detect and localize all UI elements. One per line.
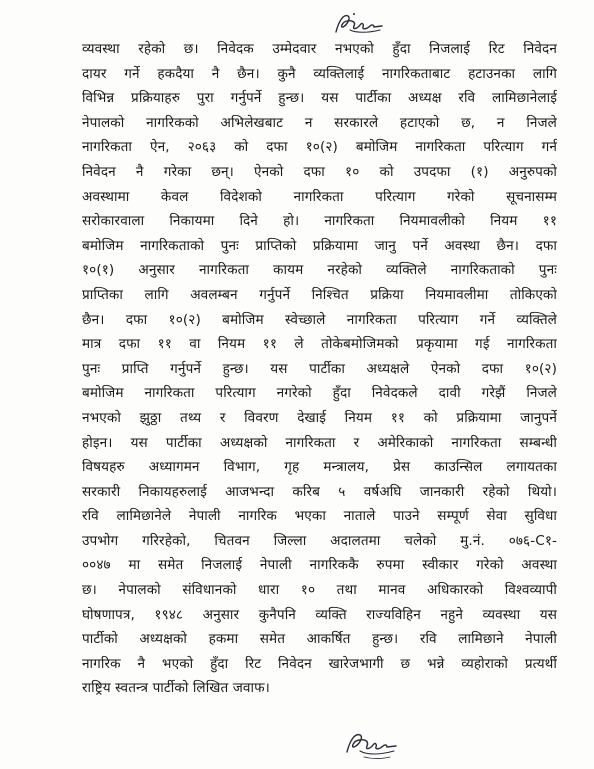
text-line: पार्टीको अध्यक्षको हकमा समेत आकर्षित हुन्छ। रवि लामिछाने नेपाली <box>82 631 557 648</box>
document-body <box>82 37 557 701</box>
text-line: बमोजिम नागरिकताको पुनः प्राप्तिको प्रक्रियामा जानु पर्ने अवस्था छैन। दफा <box>82 237 557 254</box>
text-line: विषयहरु अध्यागमन विभाग, गृह मन्त्रालय, प्रेस काउन्सिल लगायतका <box>82 459 557 476</box>
text-line: विभिन्न प्रक्रियाहरु पुरा गर्नुपर्ने हुन्छ। यस पार्टीका अध्यक्ष रवि लामिछानेलाई <box>82 90 557 107</box>
text-line: सरकारी निकायहरुलाई आजभन्दा करिब ५ वर्षअघि जानकारी रहेको थियो। <box>82 483 557 500</box>
text-line: उपभोग गरिरहेको, चितवन जिल्ला अदालतमा चलेको मु.नं. ०७६-C१- <box>82 532 557 549</box>
text-line: बमोजिम नागरिकता परित्याग नगरेको हुँदा निवेदकले दावी गरेझैं निजले <box>82 385 557 402</box>
text-line: नागरिकता ऐन, २०६३ को दफा १०(२) बमोजिम नागरिकता परित्याग गर्न <box>82 139 557 156</box>
signature-bottom-icon <box>342 728 404 762</box>
text-line: राष्ट्रिय स्वतन्त्र पार्टीको लिखित जवाफ। <box>82 680 270 697</box>
text-line: रवि लामिछानेले नेपाली नागरिक भएका नाताले पाउने सम्पूर्ण सेवा सुविधा <box>82 508 557 525</box>
text-line: छ। नेपालको संविधानको धारा १० तथा मानव अधिकारको विश्वव्यापी <box>82 582 557 599</box>
text-line: नभएको झुठ्ठा तथ्य र विवरण देखाई नियम ११ को प्रक्रियामा जानुपर्ने <box>82 409 557 426</box>
text-line: अवस्थामा केवल विदेशको नागरिकता परित्याग गरेको सूचनासम्म <box>82 188 557 205</box>
text-line: व्यवस्था रहेको छ। निवेदक उम्मेदवार नभएको हुँदा निजलाई रिट निवेदन <box>82 41 557 57</box>
text-line: होइन। यस पार्टीका अध्यक्षको नागरिकता र अमेरिकाको नागरिकता सम्बन्धी <box>82 434 557 451</box>
text-line: दायर गर्ने हकदैया नै छैन। कुनै व्यक्तिलाई नागरिकताबाट हटाउनका लागि <box>82 65 557 82</box>
text-line: १०(१) अनुसार नागरिकता कायम नरहेको व्यक्तिले नागरिकताको पुनः <box>82 262 557 279</box>
text-line: ००४७ मा समेत निजलाई नेपाली नागरिककै रुपमा स्वीकार गरेको अवस्था <box>82 557 557 574</box>
text-line: नागरिक नै भएको हुँदा रिट निवेदन खारेजभागी छ भन्ने व्यहोराको प्रत्यर्थी <box>82 655 557 672</box>
text-line: पुनः प्राप्ति गर्नुपर्ने हुन्छ। यस पार्टीका अध्यक्षले ऐनको दफा १०(२) <box>82 360 557 377</box>
text-line: घोषणापत्र, १९४८ अनुसार कुनैपनि व्यक्ति राज्यविहिन नहुने व्यवस्था यस <box>82 606 557 623</box>
text-line: प्राप्तिका लागि अवलम्बन गर्नुपर्ने निश्चित प्रक्रिया नियमावलीमा तोकिएको <box>82 286 557 303</box>
text-line: मात्र दफा ११ वा नियम ११ ले तोकेबमोजिमको प्रकृयामा गई नागरिकता <box>82 336 557 353</box>
text-line: छैन। दफा १०(२) बमोजिम स्वेच्छाले नागरिकता परित्याग गर्ने व्यक्तिले <box>82 311 557 328</box>
text-line: निवेदन नै गरेका छन्। ऐनको दफा १० को उपदफा (१) अनुरुपको <box>82 163 557 180</box>
signature-top-icon <box>330 10 392 38</box>
text-line: सरोकारवाला निकायमा दिने हो। नागरिकता नियमावलीको नियम ११ <box>82 213 557 230</box>
text-line: नेपालको नागरिकको अभिलेखबाट न सरकारले हटाएको छ, न निजले <box>82 114 557 131</box>
